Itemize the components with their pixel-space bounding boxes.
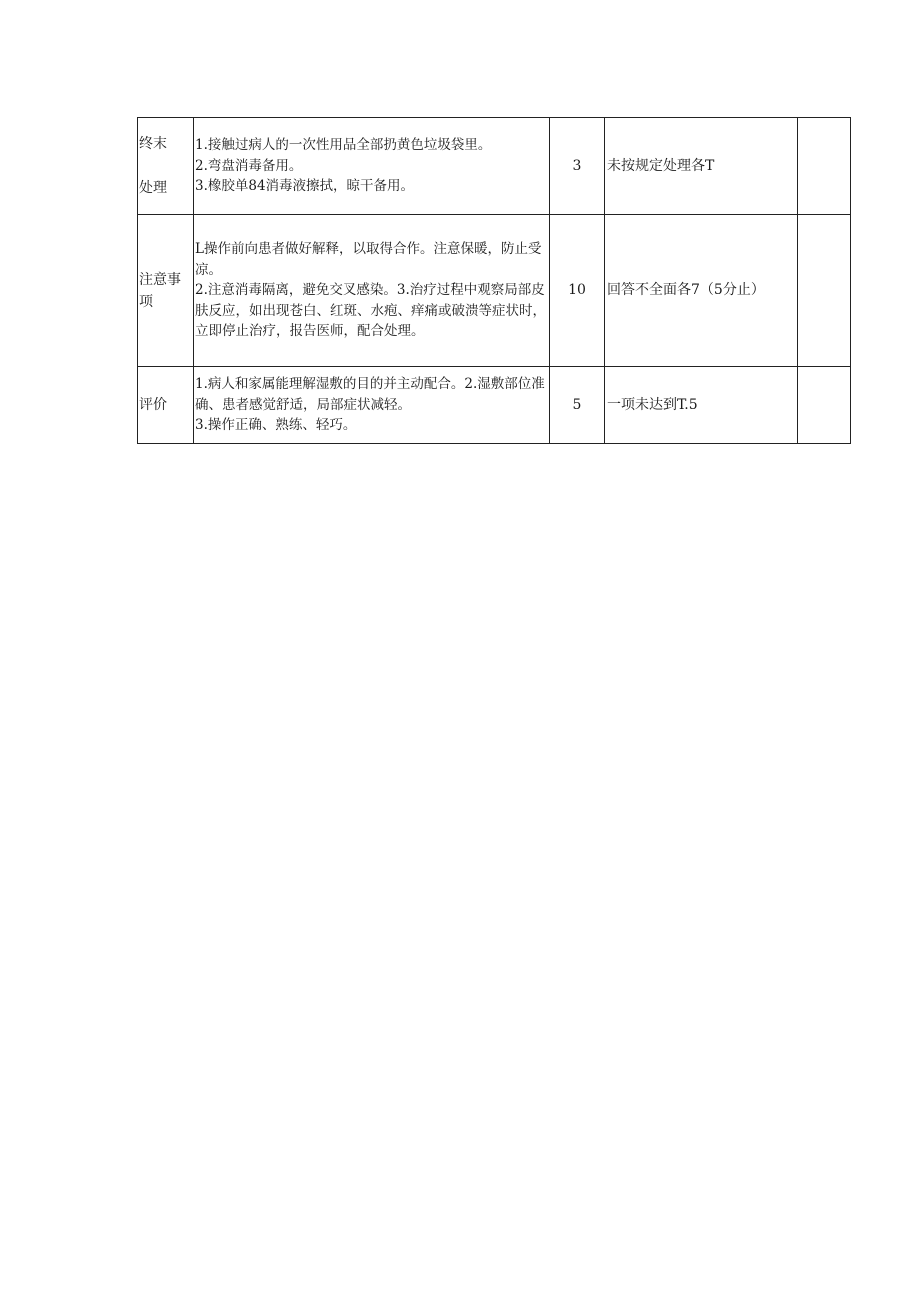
item-cell <box>138 118 194 215</box>
table-row <box>138 215 851 367</box>
content-line: 1.病人和家属能理解湿敷的目的并主动配合。2.湿敷部位准确、患者感觉舒适，局部症状减轻。 <box>195 376 545 413</box>
score-cell: 10 <box>550 215 605 367</box>
blank-cell <box>798 367 851 444</box>
content-cell <box>194 367 550 444</box>
deduction-cell: 回答不全面各7（5分止） <box>605 215 798 367</box>
item-label: 项 <box>139 293 153 310</box>
item-label: 注意事 <box>139 271 181 288</box>
table-row <box>138 118 851 215</box>
score-cell: 3 <box>550 118 605 215</box>
score-cell: 5 <box>550 367 605 444</box>
content-line: 3.操作正确、熟练、轻巧。 <box>195 417 357 434</box>
item-label: 终末 <box>139 136 167 152</box>
table-row <box>138 367 851 444</box>
content-cell <box>194 118 550 215</box>
content-line: 2.弯盘消毒备用。 <box>195 157 303 174</box>
item-cell <box>138 215 194 367</box>
item-label: 处理 <box>139 180 167 196</box>
content-line: 2.注意消毒隔离，避免交叉感染。3.治疗过程中观察局部皮肤反应，如出现苍白、红斑、水疱、痒痛或破溃等症状时，立即停止治疗，报告医师，配合处理。 <box>195 282 546 340</box>
deduction-cell: 未按规定处理各T <box>605 118 798 215</box>
grading-table <box>137 117 851 444</box>
blank-cell <box>798 215 851 367</box>
blank-cell <box>798 118 851 215</box>
deduction-cell: 一项未达到T.5 <box>605 367 798 444</box>
item-cell: 评价 <box>138 367 194 444</box>
content-line: 3.橡胶单84消毒液擦拭，晾干备用。 <box>195 178 415 195</box>
content-cell <box>194 215 550 367</box>
content-line: L操作前向患者做好解释，以取得合作。注意保暖，防止受凉。 <box>195 241 542 278</box>
content-line: 1.接触过病人的一次性用品全部扔黄色垃圾袋里。 <box>195 137 492 154</box>
